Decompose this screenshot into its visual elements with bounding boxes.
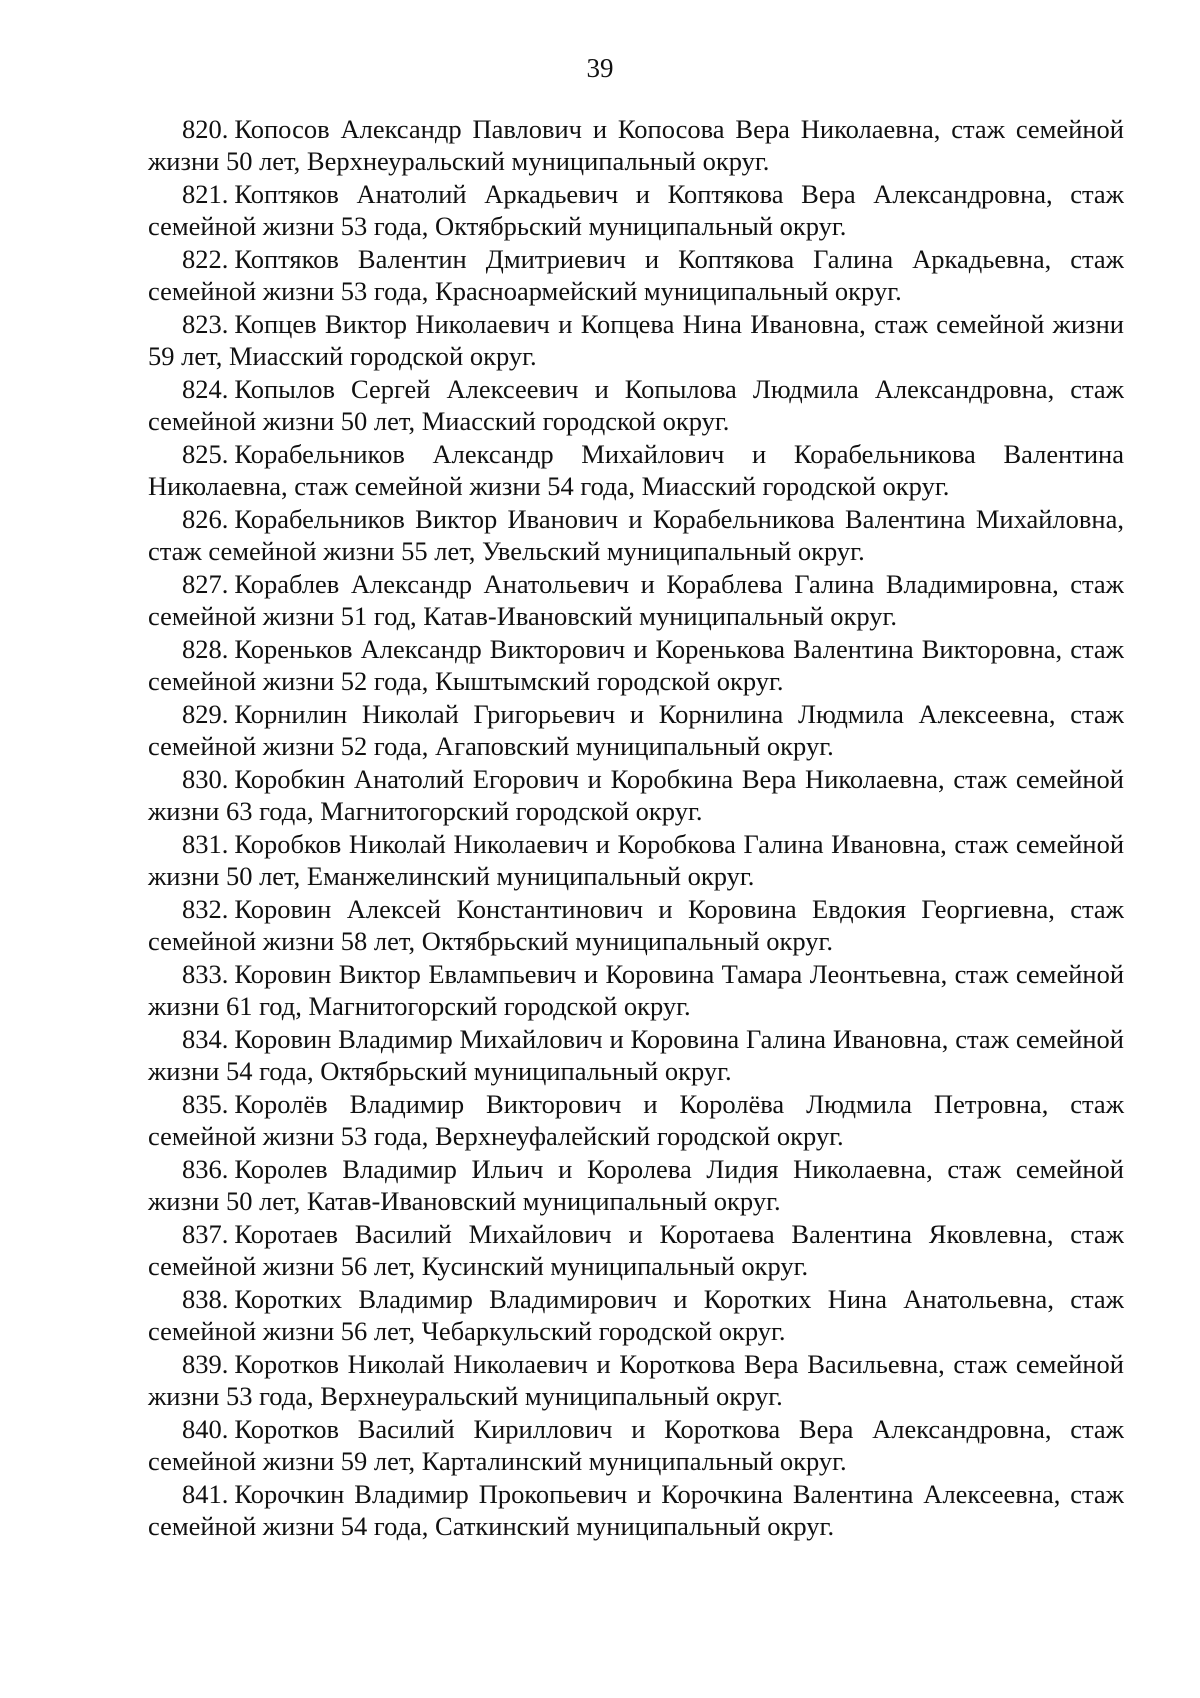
entry-text: Кореньков Александр Викторович и Коренькова Валентина Викторовна, стаж семейной жизни 52 года, Кыштымский городской округ. (148, 634, 1124, 696)
entry-number: 821. (182, 179, 229, 209)
entry-text: Коптяков Анатолий Аркадьевич и Коптякова Вера Александровна, стаж семейной жизни 53 года, Октябрьский муниципальный округ. (148, 179, 1124, 241)
entry-text: Коротков Василий Кириллович и Короткова Вера Александровна, стаж семейной жизни 59 лет, Карталинский муниципальный округ. (148, 1414, 1124, 1476)
list-item (148, 114, 1124, 177)
entry-text: Коровин Виктор Евлампьевич и Коровина Тамара Леонтьевна, стаж семейной жизни 61 год, Магнитогорский городской округ. (148, 959, 1124, 1021)
entry-text: Коробкин Анатолий Егорович и Коробкина Вера Николаевна, стаж семейной жизни 63 года, Магнитогорский городской округ. (148, 764, 1124, 826)
entry-number: 824. (182, 374, 229, 404)
list-item (148, 244, 1124, 307)
list-item (148, 504, 1124, 567)
list-item (148, 1284, 1124, 1347)
entry-text: Королев Владимир Ильич и Королева Лидия Николаевна, стаж семейной жизни 50 лет, Катав-Ивановский муниципальный округ. (148, 1154, 1124, 1216)
entry-text: Корабельников Александр Михайлович и Корабельникова Валентина Николаевна, стаж семейной жизни 54 года, Миасский городской округ. (148, 439, 1124, 501)
entry-text: Кораблев Александр Анатольевич и Кораблева Галина Владимировна, стаж семейной жизни 51 год, Катав-Ивановский муниципальный округ. (148, 569, 1124, 631)
entry-number: 826. (182, 504, 229, 534)
entry-number: 832. (182, 894, 229, 924)
list-item (148, 1349, 1124, 1412)
list-item (148, 1414, 1124, 1477)
list-item (148, 374, 1124, 437)
list-item (148, 1479, 1124, 1542)
entry-text: Копцев Виктор Николаевич и Копцева Нина Ивановна, стаж семейной жизни 59 лет, Миасский городской округ. (148, 309, 1124, 371)
entry-number: 835. (182, 1089, 229, 1119)
list-item (148, 764, 1124, 827)
list-item (148, 959, 1124, 1022)
list-item (148, 634, 1124, 697)
entry-number: 829. (182, 699, 229, 729)
list-item (148, 1219, 1124, 1282)
entry-text: Корочкин Владимир Прокопьевич и Корочкина Валентина Алексеевна, стаж семейной жизни 54 года, Саткинский муниципальный округ. (148, 1479, 1124, 1541)
entry-number: 833. (182, 959, 229, 989)
entry-text: Корабельников Виктор Иванович и Корабельникова Валентина Михайловна, стаж семейной жизни 55 лет, Увельский муниципальный округ. (148, 504, 1124, 566)
entry-text: Коптяков Валентин Дмитриевич и Коптякова Галина Аркадьевна, стаж семейной жизни 53 года, Красноармейский муниципальный округ. (148, 244, 1124, 306)
entry-text: Корнилин Николай Григорьевич и Корнилина Людмила Алексеевна, стаж семейной жизни 52 года, Агаповский муниципальный округ. (148, 699, 1124, 761)
entry-number: 828. (182, 634, 229, 664)
entry-text: Коротких Владимир Владимирович и Коротких Нина Анатольевна, стаж семейной жизни 56 лет, Чебаркульский городской округ. (148, 1284, 1124, 1346)
entry-number: 820. (182, 114, 229, 144)
page-number: 39 (586, 53, 614, 83)
entry-number: 830. (182, 764, 229, 794)
list-item (148, 439, 1124, 502)
entry-number: 839. (182, 1349, 229, 1379)
entry-list (148, 114, 1124, 1544)
entry-number: 840. (182, 1414, 229, 1444)
entry-number: 838. (182, 1284, 229, 1314)
entry-number: 841. (182, 1479, 229, 1509)
entry-text: Коротков Николай Николаевич и Короткова Вера Васильевна, стаж семейной жизни 53 года, Верхнеуральский муниципальный округ. (148, 1349, 1124, 1411)
list-item (148, 1024, 1124, 1087)
entry-number: 825. (182, 439, 229, 469)
entry-number: 834. (182, 1024, 229, 1054)
entry-number: 823. (182, 309, 229, 339)
list-item (148, 1089, 1124, 1152)
entry-number: 822. (182, 244, 229, 274)
list-item (148, 829, 1124, 892)
entry-number: 837. (182, 1219, 229, 1249)
entry-number: 827. (182, 569, 229, 599)
list-item (148, 699, 1124, 762)
entry-text: Копосов Александр Павлович и Копосова Вера Николаевна, стаж семейной жизни 50 лет, Верхнеуральский муниципальный округ. (148, 114, 1124, 176)
entry-number: 831. (182, 829, 229, 859)
entry-number: 836. (182, 1154, 229, 1184)
list-item (148, 179, 1124, 242)
list-item (148, 309, 1124, 372)
entry-text: Коробков Николай Николаевич и Коробкова Галина Ивановна, стаж семейной жизни 50 лет, Еманжелинский муниципальный округ. (148, 829, 1124, 891)
list-item (148, 894, 1124, 957)
entry-text: Копылов Сергей Алексеевич и Копылова Людмила Александровна, стаж семейной жизни 50 лет, Миасский городской округ. (148, 374, 1124, 436)
list-item (148, 569, 1124, 632)
entry-text: Коровин Владимир Михайлович и Коровина Галина Ивановна, стаж семейной жизни 54 года, Октябрьский муниципальный округ. (148, 1024, 1124, 1086)
entry-text: Коровин Алексей Константинович и Коровина Евдокия Георгиевна, стаж семейной жизни 58 лет, Октябрьский муниципальный округ. (148, 894, 1124, 956)
list-item (148, 1154, 1124, 1217)
entry-text: Королёв Владимир Викторович и Королёва Людмила Петровна, стаж семейной жизни 53 года, Верхнеуфалейский городской округ. (148, 1089, 1124, 1151)
entry-text: Коротаев Василий Михайлович и Коротаева Валентина Яковлевна, стаж семейной жизни 56 лет, Кусинский муниципальный округ. (148, 1219, 1124, 1281)
